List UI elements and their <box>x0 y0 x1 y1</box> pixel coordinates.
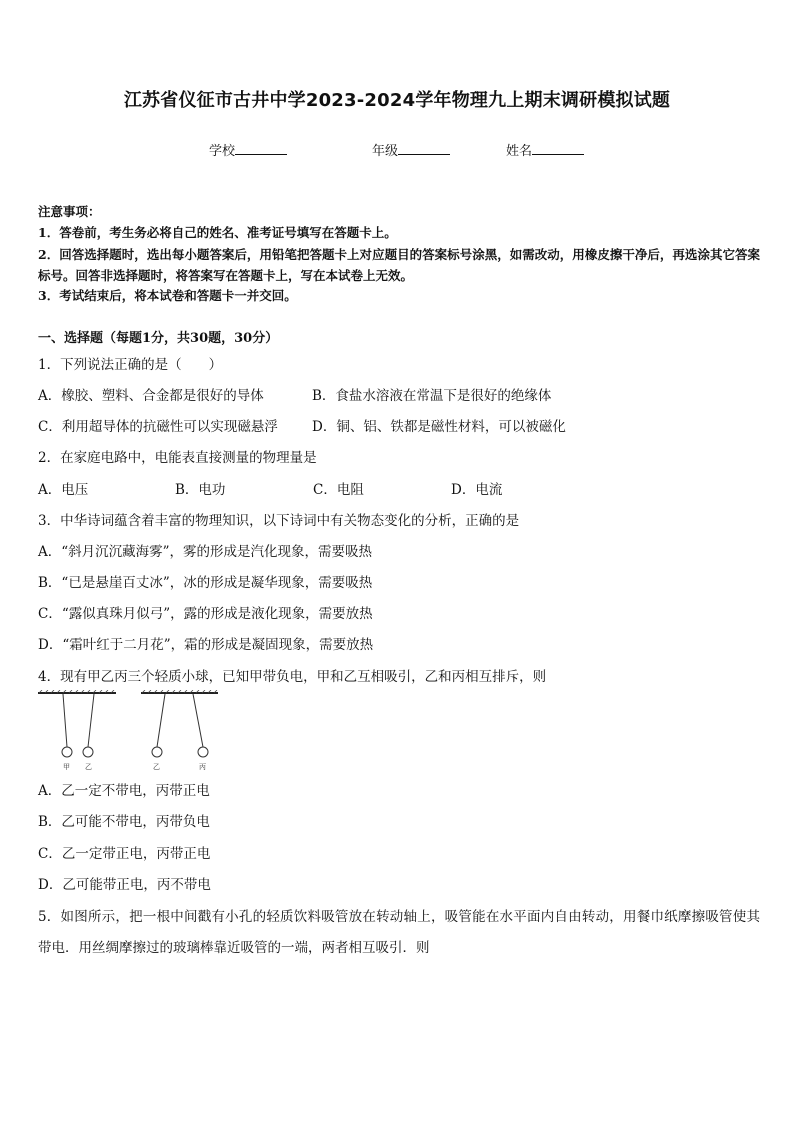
option-a[interactable]: A．电压 <box>38 482 89 498</box>
ball-yi-2 <box>152 747 162 757</box>
notice-heading: 注意事项： <box>38 204 101 219</box>
option-b[interactable]: B．食盐水溶液在常温下是很好的绝缘体 <box>312 388 552 404</box>
question-stem: 4．现有甲乙丙三个轻质小球，已知甲带负电，甲和乙互相吸引，乙和丙相互排斥，则 <box>38 669 547 685</box>
option-c[interactable]: C．利用超导体的抗磁性可以实现磁悬浮 <box>38 419 278 435</box>
school-label: 学校 <box>209 144 236 159</box>
option-d[interactable]: D．“霜叶红于二月花”，霜的形成是凝固现象，需要放热 <box>38 637 374 653</box>
question-stem: 3．中华诗词蕴含着丰富的物理知识，以下诗词中有关物态变化的分析，正确的是 <box>38 513 520 529</box>
name-label: 姓名 <box>506 144 533 159</box>
option-d[interactable]: D．铜、铝、铁都是磁性材料，可以被磁化 <box>312 419 566 435</box>
label-yi: 乙 <box>85 763 92 771</box>
option-b[interactable]: B．乙可能不带电，丙带负电 <box>38 814 210 830</box>
grade-blank[interactable] <box>398 142 450 155</box>
name-field <box>506 140 584 159</box>
school-blank[interactable] <box>235 142 287 155</box>
option-a[interactable]: A．乙一定不带电，丙带正电 <box>38 783 210 799</box>
option-a[interactable]: A．“斜月沉沉藏海雾”，雾的形成是汽化现象，需要吸热 <box>38 544 373 560</box>
grade-label: 年级 <box>372 144 399 159</box>
ball-bing <box>198 747 208 757</box>
question-stem: 2．在家庭电路中，电能表直接测量的物理量是 <box>38 450 317 466</box>
school-field <box>209 140 287 159</box>
question-stem: 1．下列说法正确的是（ ） <box>38 357 223 373</box>
option-c[interactable]: C．乙一定带正电，丙带正电 <box>38 846 211 862</box>
option-d[interactable]: D．电流 <box>451 482 503 498</box>
notice-item: 2．回答选择题时，选出每小题答案后，用铅笔把答题卡上对应题目的答案标号涂黑，如需改动，用橡皮擦干净后，再选涂其它答案标号。回答非选择题时，将答案写在答题卡上，写在本试卷上无效。 <box>38 247 760 283</box>
string-bing <box>193 694 203 747</box>
ball-jia <box>62 747 72 757</box>
grade-field <box>372 140 450 159</box>
label-jia: 甲 <box>63 763 70 771</box>
option-b[interactable]: B．“已是悬崖百丈冰”，冰的形成是凝华现象，需要吸热 <box>38 575 373 591</box>
section-heading: 一、选择题（每题1分，共30题，30分） <box>38 331 279 346</box>
option-c[interactable]: C．“露似真珠月似弓”，露的形成是液化现象，需要放热 <box>38 606 373 622</box>
option-b[interactable]: B．电功 <box>175 482 226 498</box>
notice-item: 1．答卷前，考生务必将自己的姓名、准考证号填写在答题卡上。 <box>38 225 397 240</box>
label-bing: 丙 <box>199 763 206 771</box>
option-d[interactable]: D．乙可能带正电，丙不带电 <box>38 877 211 893</box>
question-stem: 5．如图所示，把一根中间戳有小孔的轻质饮料吸管放在转动轴上，吸管能在水平面内自由转动，用餐巾纸摩擦吸管使其带电．用丝绸摩擦过的玻璃棒靠近吸管的一端，两者相互吸引．则 <box>38 909 760 956</box>
page-title: 江苏省仪征市古井中学2023-2024学年物理九上期末调研模拟试题 <box>123 90 671 111</box>
ball-yi <box>83 747 93 757</box>
string-jia <box>63 694 67 747</box>
name-blank[interactable] <box>532 142 584 155</box>
hanging-balls-figure <box>36 690 226 772</box>
string-yi-2 <box>157 694 165 747</box>
notice-item: 3．考试结束后，将本试卷和答题卡一并交回。 <box>38 288 297 303</box>
string-yi <box>88 694 94 747</box>
option-c[interactable]: C．电阻 <box>313 482 364 498</box>
label-yi-2: 乙 <box>153 763 160 771</box>
option-a[interactable]: A．橡胶、塑料、合金都是很好的导体 <box>38 388 264 404</box>
